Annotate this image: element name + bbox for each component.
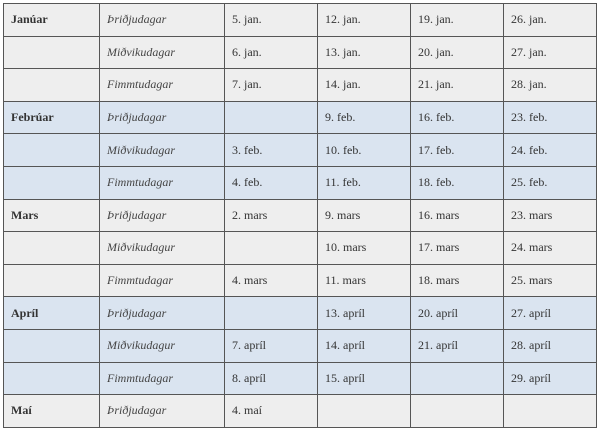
- weekday-cell: Fimmtudagar: [100, 69, 225, 102]
- date-cell: 24. feb.: [504, 134, 597, 167]
- date-cell: 9. feb.: [318, 101, 411, 134]
- table-row: [4, 134, 597, 167]
- weekday-cell: Miðvikudagar: [100, 134, 225, 167]
- date-cell: 20. apríl: [411, 297, 504, 330]
- date-cell: [504, 395, 597, 428]
- date-cell: 28. apríl: [504, 329, 597, 362]
- table-row: [4, 264, 597, 297]
- date-cell: 4. feb.: [225, 166, 318, 199]
- weekday-cell: Miðvikudagur: [100, 232, 225, 265]
- table-row: [4, 166, 597, 199]
- weekday-cell: Miðvikudagur: [100, 329, 225, 362]
- date-cell: 11. feb.: [318, 166, 411, 199]
- schedule-table: [3, 3, 597, 428]
- date-cell: 27. jan.: [504, 36, 597, 69]
- date-cell: 4. maí: [225, 395, 318, 428]
- date-cell: 25. feb.: [504, 166, 597, 199]
- date-cell: 12. jan.: [318, 4, 411, 37]
- month-cell: Mars: [4, 199, 100, 232]
- date-cell: 14. apríl: [318, 329, 411, 362]
- weekday-cell: Miðvikudagar: [100, 36, 225, 69]
- table-row: [4, 232, 597, 265]
- date-cell: 11. mars: [318, 264, 411, 297]
- date-cell: 26. jan.: [504, 4, 597, 37]
- date-cell: 13. apríl: [318, 297, 411, 330]
- date-cell: 16. mars: [411, 199, 504, 232]
- date-cell: 10. mars: [318, 232, 411, 265]
- month-cell: [4, 264, 100, 297]
- date-cell: 23. feb.: [504, 101, 597, 134]
- month-cell: [4, 36, 100, 69]
- month-cell: Febrúar: [4, 101, 100, 134]
- date-cell: [411, 395, 504, 428]
- date-cell: 20. jan.: [411, 36, 504, 69]
- table-row: [4, 395, 597, 428]
- month-cell: Janúar: [4, 4, 100, 37]
- date-cell: [411, 362, 504, 395]
- month-cell: [4, 69, 100, 102]
- weekday-cell: Þriðjudagar: [100, 101, 225, 134]
- date-cell: 23. mars: [504, 199, 597, 232]
- date-cell: 8. apríl: [225, 362, 318, 395]
- month-cell: [4, 329, 100, 362]
- date-cell: 18. mars: [411, 264, 504, 297]
- month-cell: [4, 362, 100, 395]
- date-cell: 19. jan.: [411, 4, 504, 37]
- table-row: [4, 101, 597, 134]
- weekday-cell: Fimmtudagar: [100, 362, 225, 395]
- date-cell: [225, 297, 318, 330]
- date-cell: 21. jan.: [411, 69, 504, 102]
- date-cell: 14. jan.: [318, 69, 411, 102]
- weekday-cell: Þriðjudagar: [100, 395, 225, 428]
- date-cell: [225, 232, 318, 265]
- table-row: [4, 36, 597, 69]
- weekday-cell: Þriðjudagar: [100, 4, 225, 37]
- date-cell: 17. mars: [411, 232, 504, 265]
- month-cell: Maí: [4, 395, 100, 428]
- date-cell: 7. apríl: [225, 329, 318, 362]
- date-cell: [318, 395, 411, 428]
- date-cell: 18. feb.: [411, 166, 504, 199]
- date-cell: 6. jan.: [225, 36, 318, 69]
- weekday-cell: Þriðjudagar: [100, 297, 225, 330]
- table-row: [4, 329, 597, 362]
- table-row: [4, 69, 597, 102]
- weekday-cell: Fimmtudagar: [100, 166, 225, 199]
- month-cell: [4, 166, 100, 199]
- month-cell: Apríl: [4, 297, 100, 330]
- table-row: [4, 199, 597, 232]
- date-cell: 24. mars: [504, 232, 597, 265]
- month-cell: [4, 232, 100, 265]
- date-cell: 25. mars: [504, 264, 597, 297]
- date-cell: 2. mars: [225, 199, 318, 232]
- month-cell: [4, 134, 100, 167]
- date-cell: [225, 101, 318, 134]
- date-cell: 5. jan.: [225, 4, 318, 37]
- date-cell: 17. feb.: [411, 134, 504, 167]
- date-cell: 21. apríl: [411, 329, 504, 362]
- weekday-cell: Fimmtudagar: [100, 264, 225, 297]
- date-cell: 13. jan.: [318, 36, 411, 69]
- date-cell: 16. feb.: [411, 101, 504, 134]
- date-cell: 4. mars: [225, 264, 318, 297]
- table-row: [4, 4, 597, 37]
- date-cell: 27. apríl: [504, 297, 597, 330]
- date-cell: 29. apríl: [504, 362, 597, 395]
- date-cell: 3. feb.: [225, 134, 318, 167]
- date-cell: 9. mars: [318, 199, 411, 232]
- date-cell: 10. feb.: [318, 134, 411, 167]
- date-cell: 15. apríl: [318, 362, 411, 395]
- table-row: [4, 297, 597, 330]
- date-cell: 7. jan.: [225, 69, 318, 102]
- weekday-cell: Þriðjudagar: [100, 199, 225, 232]
- date-cell: 28. jan.: [504, 69, 597, 102]
- table-row: [4, 362, 597, 395]
